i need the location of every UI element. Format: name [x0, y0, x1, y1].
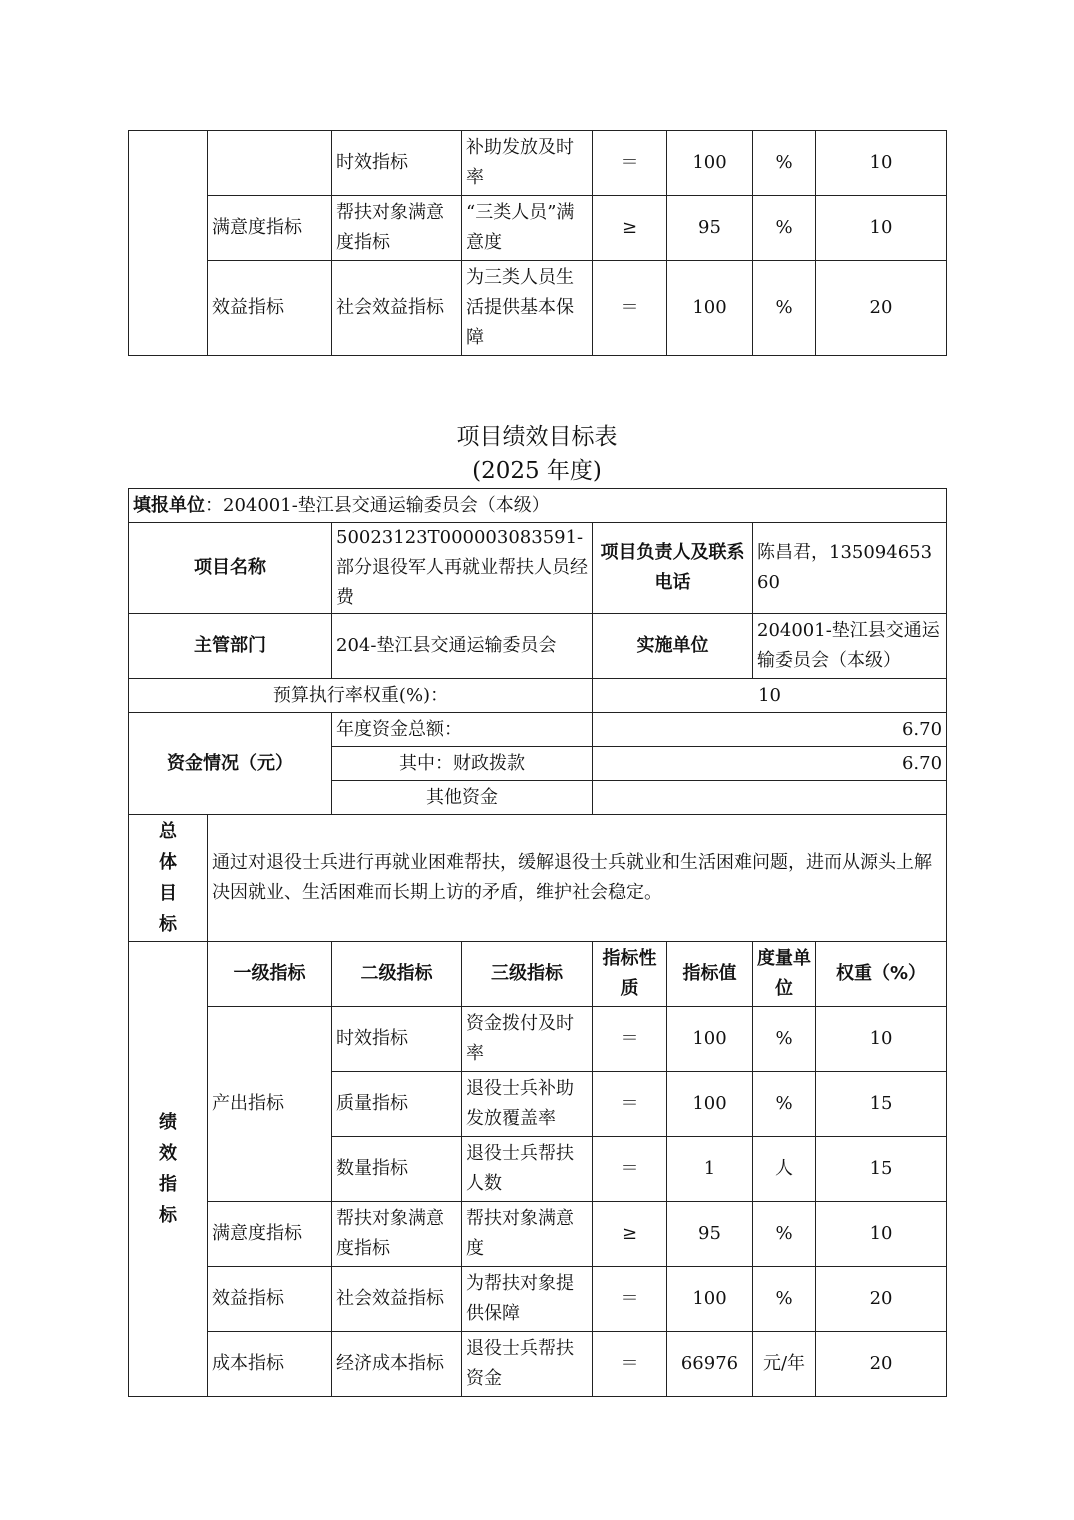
level3-cell: 为三类人员生活提供基本保障 — [462, 261, 593, 356]
unit-cell: % — [753, 131, 816, 196]
level3-cell: 退役士兵帮扶资金 — [462, 1332, 593, 1397]
level2-cell: 帮扶对象满意度指标 — [332, 196, 462, 261]
level1-cell — [208, 131, 332, 196]
overall-goal-text: 通过对退役士兵进行再就业困难帮扶，缓解退役士兵就业和生活困难问题，进而从源头上解决因就业、生活困难而长期上访的矛盾，维护社会稳定。 — [208, 815, 947, 942]
weight-cell: 15 — [816, 1072, 947, 1137]
weight-cell: 10 — [816, 1202, 947, 1267]
level1-cell: 产出指标 — [208, 1007, 332, 1202]
table-row — [129, 679, 947, 713]
reporting-unit-label: 填报单位 — [133, 494, 205, 516]
overall-goal-label: 总 体 目 标 — [129, 815, 208, 942]
table-row — [129, 1007, 947, 1072]
department-label: 主管部门 — [129, 614, 332, 679]
contact-value: 陈昌君，13509465360 — [753, 523, 947, 614]
performance-goal-table — [128, 488, 947, 1397]
level3-cell: 为帮扶对象提供保障 — [462, 1267, 593, 1332]
level1-cell: 效益指标 — [208, 1267, 332, 1332]
table-row — [129, 489, 947, 523]
level2-cell: 时效指标 — [332, 131, 462, 196]
operator-cell: ＝ — [593, 1267, 667, 1332]
unit-cell: % — [753, 1202, 816, 1267]
table-row — [129, 261, 947, 356]
funds-label: 资金情况（元） — [129, 713, 332, 815]
value-cell: 95 — [667, 196, 753, 261]
level3-cell: “三类人员”满意度 — [462, 196, 593, 261]
value-cell: 1 — [667, 1137, 753, 1202]
level3-cell: 帮扶对象满意度 — [462, 1202, 593, 1267]
table-row — [129, 815, 947, 942]
funds-fiscal-value: 6.70 — [593, 747, 947, 781]
table-row — [129, 1202, 947, 1267]
value-cell: 66976 — [667, 1332, 753, 1397]
budget-rate-label: 预算执行率权重(%)： — [129, 679, 593, 713]
funds-total-label: 年度资金总额： — [332, 713, 593, 747]
level3-cell: 补助发放及时率 — [462, 131, 593, 196]
table-row — [129, 942, 947, 1007]
table-row — [129, 523, 947, 614]
header-level2: 二级指标 — [332, 942, 462, 1007]
header-value: 指标值 — [667, 942, 753, 1007]
department-value: 204-垫江县交通运输委员会 — [332, 614, 593, 679]
funds-other-value — [593, 781, 947, 815]
funds-total-value: 6.70 — [593, 713, 947, 747]
level2-cell: 时效指标 — [332, 1007, 462, 1072]
header-nature: 指标性质 — [593, 942, 667, 1007]
continuation-table — [128, 130, 947, 356]
weight-cell: 20 — [816, 261, 947, 356]
header-unit: 度量单位 — [753, 942, 816, 1007]
operator-cell: ＝ — [593, 261, 667, 356]
funds-other-label: 其他资金 — [332, 781, 593, 815]
reporting-unit-value: ：204001-垫江县交通运输委员会（本级） — [205, 494, 550, 516]
level2-cell: 经济成本指标 — [332, 1332, 462, 1397]
unit-cell: % — [753, 1267, 816, 1332]
level3-cell: 退役士兵帮扶人数 — [462, 1137, 593, 1202]
table-row — [129, 196, 947, 261]
operator-cell: ＝ — [593, 131, 667, 196]
header-level1: 一级指标 — [208, 942, 332, 1007]
level3-cell: 资金拨付及时率 — [462, 1007, 593, 1072]
level2-cell: 质量指标 — [332, 1072, 462, 1137]
header-level3: 三级指标 — [462, 942, 593, 1007]
operator-cell: ＝ — [593, 1137, 667, 1202]
operator-cell: ＝ — [593, 1007, 667, 1072]
level1-cell: 满意度指标 — [208, 196, 332, 261]
level3-cell: 退役士兵补助发放覆盖率 — [462, 1072, 593, 1137]
value-cell: 100 — [667, 261, 753, 356]
operator-cell: ＝ — [593, 1332, 667, 1397]
unit-cell: % — [753, 196, 816, 261]
level2-cell: 数量指标 — [332, 1137, 462, 1202]
weight-cell: 10 — [816, 1007, 947, 1072]
unit-cell: 元/年 — [753, 1332, 816, 1397]
value-cell: 100 — [667, 1007, 753, 1072]
table-row — [129, 131, 947, 196]
weight-cell: 10 — [816, 196, 947, 261]
table-row — [129, 1267, 947, 1332]
project-name-value: 50023123T000003083591-部分退役军人再就业帮扶人员经费 — [332, 523, 593, 614]
weight-cell: 20 — [816, 1332, 947, 1397]
operator-cell: ≥ — [593, 1202, 667, 1267]
unit-cell: 人 — [753, 1137, 816, 1202]
level2-cell: 社会效益指标 — [332, 261, 462, 356]
header-weight: 权重（%） — [816, 942, 947, 1007]
unit-cell: % — [753, 1007, 816, 1072]
level2-cell: 帮扶对象满意度指标 — [332, 1202, 462, 1267]
implementing-unit-value: 204001-垫江县交通运输委员会（本级） — [753, 614, 947, 679]
unit-cell: % — [753, 1072, 816, 1137]
level1-cell: 成本指标 — [208, 1332, 332, 1397]
operator-cell: ＝ — [593, 1072, 667, 1137]
value-cell: 100 — [667, 1072, 753, 1137]
value-cell: 100 — [667, 131, 753, 196]
budget-rate-value: 10 — [593, 679, 947, 713]
blank-cell — [129, 131, 208, 356]
performance-indicator-label: 绩 效 指 标 — [129, 942, 208, 1397]
operator-cell: ≥ — [593, 196, 667, 261]
funds-fiscal-label: 其中：财政拨款 — [332, 747, 593, 781]
level1-cell: 满意度指标 — [208, 1202, 332, 1267]
table-row — [129, 614, 947, 679]
level2-cell: 社会效益指标 — [332, 1267, 462, 1332]
weight-cell: 15 — [816, 1137, 947, 1202]
page-subtitle: (2025 年度) — [472, 458, 602, 484]
weight-cell: 20 — [816, 1267, 947, 1332]
project-name-label: 项目名称 — [129, 523, 332, 614]
table-row — [129, 713, 947, 747]
value-cell: 95 — [667, 1202, 753, 1267]
page-title: 项目绩效目标表 — [456, 424, 618, 450]
contact-label: 项目负责人及联系电话 — [593, 523, 753, 614]
value-cell: 100 — [667, 1267, 753, 1332]
table-row — [129, 1332, 947, 1397]
implementing-unit-label: 实施单位 — [593, 614, 753, 679]
level1-cell: 效益指标 — [208, 261, 332, 356]
reporting-unit — [129, 489, 947, 523]
unit-cell: % — [753, 261, 816, 356]
weight-cell: 10 — [816, 131, 947, 196]
